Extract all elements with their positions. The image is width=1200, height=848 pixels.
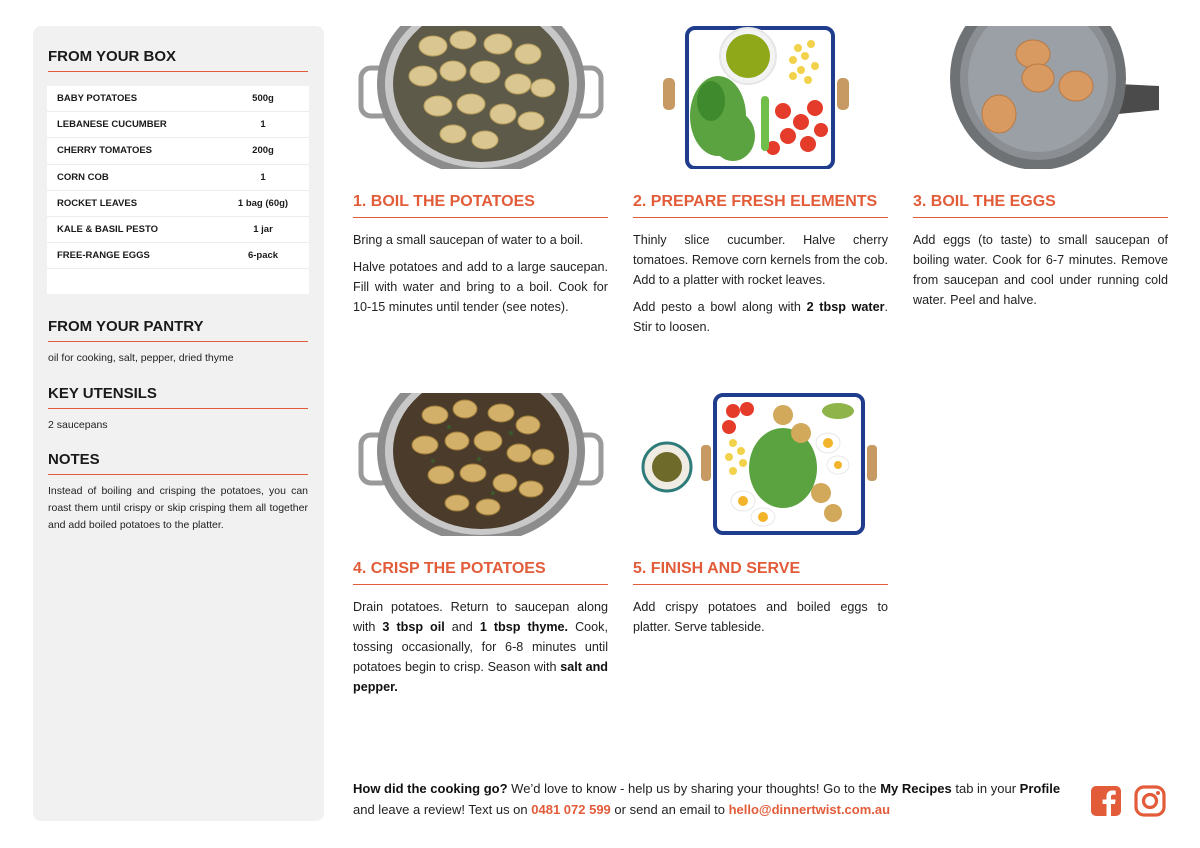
ingredient-row bbox=[47, 112, 309, 138]
ingredient-name: BABY POTATOES bbox=[57, 93, 138, 105]
ingredient-qty: 6-pack bbox=[247, 250, 279, 262]
step-4-highlight: salt and pepper. bbox=[353, 660, 609, 694]
from-your-box-section bbox=[48, 48, 308, 72]
notes-heading: NOTES bbox=[48, 451, 308, 475]
step-4-highlight: 1 tbsp thyme. bbox=[479, 620, 569, 634]
footer-text: tab in your bbox=[951, 781, 1020, 796]
boiling-eggs-photo bbox=[913, 26, 1168, 169]
ingredient-row bbox=[47, 165, 309, 191]
step-1-title: 1. BOIL THE POTATOES bbox=[353, 193, 608, 218]
feedback-question: How did the cooking go? bbox=[353, 781, 508, 796]
ingredient-name: CORN COB bbox=[57, 171, 109, 183]
fresh-elements-photo bbox=[633, 26, 888, 169]
ingredient-name: CHERRY TOMATOES bbox=[57, 145, 153, 157]
footer-text: or send an email to bbox=[610, 802, 729, 817]
key-utensils-heading: KEY UTENSILS bbox=[48, 385, 308, 409]
step-1-paragraph: Halve potatoes and add to a large saucepan. Fill with water and bring to a boil. Cook for 10-15 minutes until tender (see notes). bbox=[353, 260, 608, 314]
step-5-body bbox=[633, 597, 888, 637]
from-your-pantry-section bbox=[48, 318, 308, 367]
phone-number[interactable]: 0481 072 599 bbox=[531, 802, 611, 817]
step-2-paragraph bbox=[633, 297, 888, 337]
ingredient-qty: 1 bbox=[260, 171, 266, 183]
profile-link[interactable]: Profile bbox=[1019, 781, 1061, 796]
step-4-highlight: 3 tbsp oil bbox=[382, 620, 445, 634]
ingredient-row bbox=[47, 217, 309, 243]
step-2-body bbox=[633, 230, 888, 337]
step-2-title: 2. PREPARE FRESH ELEMENTS bbox=[633, 193, 888, 218]
step-4-title: 4. CRISP THE POTATOES bbox=[353, 560, 608, 585]
ingredients-sidebar bbox=[33, 26, 324, 821]
my-recipes-link[interactable]: My Recipes bbox=[880, 781, 952, 796]
step-4-body bbox=[353, 597, 608, 697]
step-3 bbox=[913, 26, 1168, 317]
ingredient-name: KALE & BASIL PESTO bbox=[57, 224, 158, 236]
crispy-potatoes-photo bbox=[353, 393, 608, 536]
key-utensils-section bbox=[48, 385, 308, 434]
instagram-icon[interactable] bbox=[1134, 785, 1166, 817]
from-your-pantry-heading: FROM YOUR PANTRY bbox=[48, 318, 308, 342]
footer-text: and leave a review! Text us on bbox=[353, 802, 532, 817]
ingredient-qty: 1 bbox=[260, 119, 266, 131]
finished-salad-photo bbox=[633, 393, 888, 536]
step-5-paragraph: Add crispy potatoes and boiled eggs to platter. Serve tableside. bbox=[633, 600, 888, 634]
ingredients-table bbox=[47, 86, 309, 294]
step-2 bbox=[633, 26, 888, 344]
email-link[interactable]: hello@dinnertwist.com.au bbox=[728, 802, 891, 817]
ingredient-name: FREE-RANGE EGGS bbox=[57, 250, 150, 262]
step-2-paragraph: Thinly slice cucumber. Halve cherry tomatoes. Remove corn kernels from the cob. Add to a platter with rocket leaves. bbox=[633, 233, 888, 287]
ingredient-name: ROCKET LEAVES bbox=[57, 197, 138, 209]
ingredient-row bbox=[47, 191, 309, 217]
facebook-icon[interactable] bbox=[1090, 785, 1122, 817]
step-2-highlight: 2 tbsp water bbox=[806, 300, 885, 314]
step-1-paragraph: Bring a small saucepan of water to a boil. bbox=[353, 233, 584, 247]
step-3-title: 3. BOIL THE EGGS bbox=[913, 193, 1168, 218]
step-5-title: 5. FINISH AND SERVE bbox=[633, 560, 888, 585]
step-1 bbox=[353, 26, 608, 324]
from-your-box-heading: FROM YOUR BOX bbox=[48, 48, 308, 72]
step-2-text: Add pesto a bowl along with bbox=[633, 300, 807, 314]
ingredient-row bbox=[47, 86, 309, 112]
ingredient-name: LEBANESE CUCUMBER bbox=[57, 119, 167, 131]
utensils-text: 2 saucepans bbox=[48, 419, 108, 431]
ingredient-qty: 1 bag (60g) bbox=[237, 197, 289, 209]
feedback-footer bbox=[353, 778, 1083, 820]
ingredient-row bbox=[47, 138, 309, 164]
notes-text: Instead of boiling and crisping the potatoes, you can roast them until crispy or skip crisping them all together and add boiled potatoes to the platter. bbox=[48, 485, 308, 531]
step-4-text: Drain potatoes. Return to saucepan along with bbox=[353, 600, 608, 634]
step-3-body bbox=[913, 230, 1168, 310]
step-1-body bbox=[353, 230, 608, 317]
pantry-text: oil for cooking, salt, pepper, dried thyme bbox=[48, 352, 234, 364]
ingredient-row bbox=[47, 243, 309, 269]
step-4-text: Cook, tossing occasionally, for 6-8 minutes until potatoes begin to crisp. Season with bbox=[353, 620, 608, 674]
ingredient-qty: 1 jar bbox=[253, 224, 273, 236]
step-4 bbox=[353, 393, 608, 704]
ingredient-qty: 200g bbox=[252, 145, 274, 157]
boiled-potatoes-photo bbox=[353, 26, 608, 169]
step-4-text: and bbox=[444, 620, 480, 634]
notes-section bbox=[48, 451, 308, 534]
footer-text: We’d love to know - help us by sharing your thoughts! Go to the bbox=[507, 781, 881, 796]
step-3-paragraph: Add eggs (to taste) to small saucepan of boiling water. Cook for 6-7 minutes. Remove from saucepan and cool under running cold water. Peel and halve. bbox=[913, 233, 1168, 307]
ingredient-qty: 500g bbox=[252, 93, 274, 105]
step-4-paragraph bbox=[353, 597, 608, 697]
step-2-text: . Stir to loosen. bbox=[633, 300, 888, 334]
step-5 bbox=[633, 393, 888, 644]
